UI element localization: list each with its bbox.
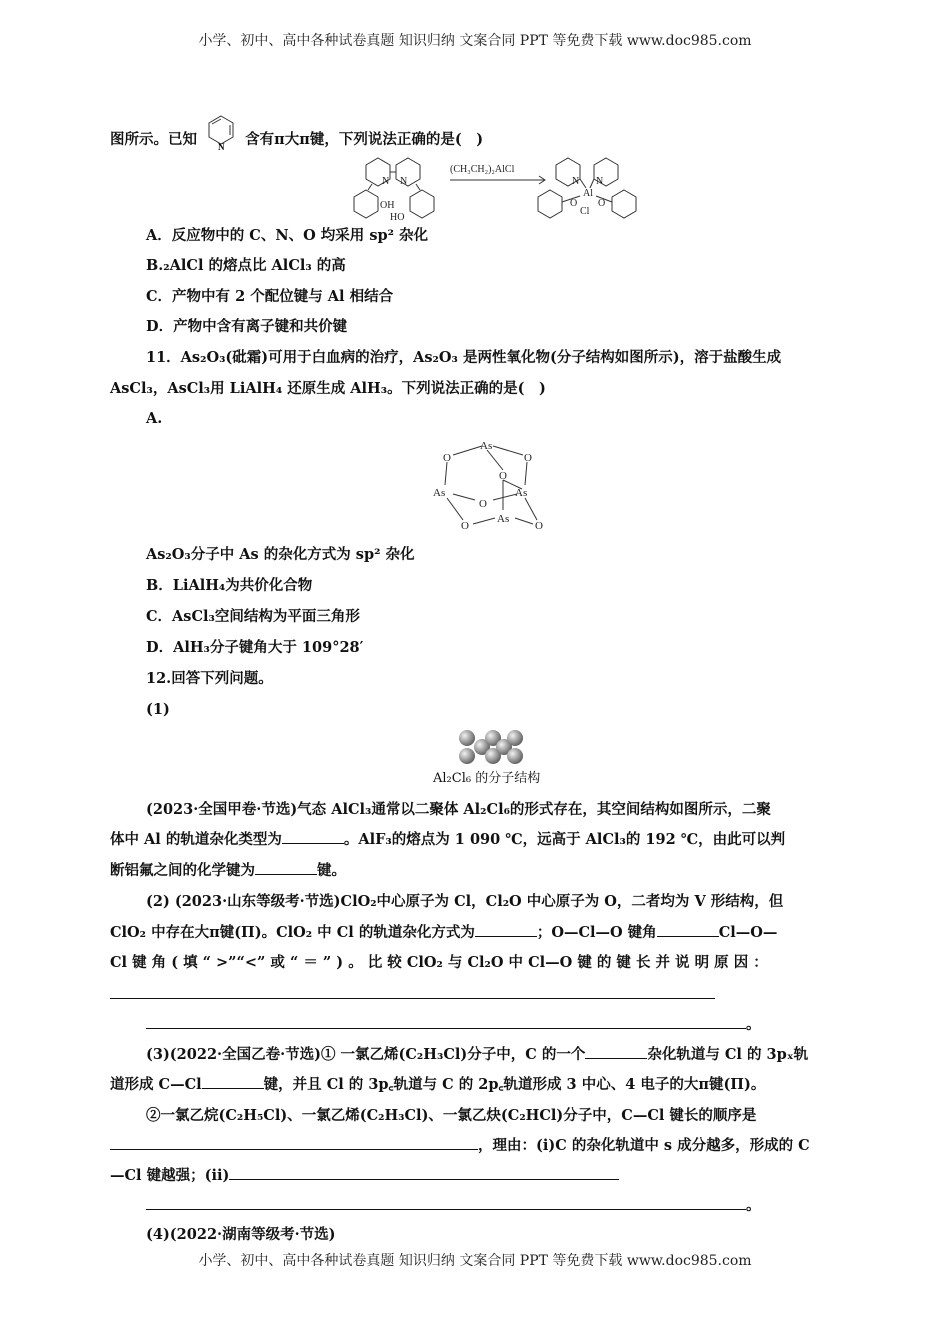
product-n1: N [572, 176, 580, 187]
q11-option-c: C．AsCl₃空间结构为平面三角形 [146, 608, 360, 625]
q12-p3-line3: ②一氯乙烷(C₂H₅Cl)、一氯乙烯(C₂H₃Cl)、一氯乙炔(C₂HCl)分子中，C—Cl 键长的顺序是 [146, 1107, 757, 1124]
reactant-n1: N [382, 176, 390, 187]
q12-p2-line2: ClO₂ 中存在大π键(Π)。ClO₂ 中 Cl 的轨道杂化方式为 ；O—Cl—O 键角 Cl—O— [110, 924, 778, 941]
pyridine-n-label: N [218, 142, 225, 152]
blank-hybridization[interactable] [282, 831, 344, 844]
o-center: O [499, 470, 507, 482]
q10-option-a: A．反应物中的 C、N、O 均采用 sp² 杂化 [146, 227, 429, 244]
reactant-ring-4 [410, 190, 434, 218]
q11-option-d: D．AlH₃分子键角大于 109°28′ [146, 639, 364, 656]
o-left: O [443, 452, 451, 464]
product-o2: O [598, 198, 606, 209]
o-bottom-left: O [461, 520, 469, 532]
product-cl: Cl [580, 206, 590, 217]
blank-c-orbital[interactable] [585, 1046, 647, 1059]
al2cl6-ball-model [455, 728, 527, 768]
q11-option-b: B．LiAlH₄为共价化合物 [146, 577, 313, 594]
as-top: As [480, 440, 493, 452]
product-o1: O [570, 198, 578, 209]
o-bottom-right: O [535, 520, 543, 532]
blank-bond-length-reason-2[interactable] [146, 1016, 746, 1029]
q12-p4: (4)(2022·湖南等级考·节选) [146, 1226, 336, 1243]
al2cl6-caption: Al₂Cl₆ 的分子结构 [433, 771, 541, 786]
as-left: As [433, 487, 446, 499]
product-ring-4 [612, 190, 636, 218]
q12-p1-line1: (2023·全国甲卷·节选)气态 AlCl₃通常以二聚体 Al₂Cl₆的形式存在，其空间结构如图所示，二聚 [146, 801, 771, 818]
q12-p2-line3: Cl 键 角 ( 填 “ >”“<” 或 “ ＝ ” ) 。 比 较 ClO₂ 与 Cl₂O 中 Cl—O 键 的 键 长 并 说 明 原 因 ： [110, 954, 768, 971]
reactant-n2: N [400, 176, 408, 187]
q10-option-b: B.₂AlCl 的熔点比 AlCl₃ 的高 [146, 257, 346, 274]
q10-option-c: C．产物中有 2 个配位键与 Al 相结合 [146, 288, 394, 305]
q11-stem-line2: AsCl₃，AsCl₃用 LiAlH₄ 还原生成 AlH₃。下列说法正确的是( ) [110, 380, 546, 397]
q12-part1-label: (1) [146, 701, 170, 718]
q12-p2-line1: (2) (2023·山东等级考·节选)ClO₂中心原子为 Cl，Cl₂O 中心原子为 O，二者均为 V 形结构，但 [146, 893, 784, 910]
cl-atom-1 [459, 730, 475, 746]
reagent-label: (CH₃CH₂)₂AlCl [450, 164, 515, 175]
q12-p1-line3: 断铝氟之间的化学键为 键。 [110, 862, 346, 879]
blank-bond-length-reason-1[interactable] [110, 986, 715, 999]
pyridine-structure [206, 113, 236, 153]
blank-clo2-hybridization[interactable] [475, 924, 537, 937]
blank-c-cl-bond[interactable] [202, 1076, 264, 1089]
q11-option-a: As₂O₃分子中 As 的杂化方式为 sp² 杂化 [146, 546, 415, 563]
product-n2: N [596, 176, 604, 187]
cl-atom-6 [507, 748, 523, 764]
q12-p1-line2: 体中 Al 的轨道杂化类型为 。AlF₃的熔点为 1 090 ℃，远高于 AlCl₃的 192 ℃，由此可以判 [110, 831, 786, 848]
o-right: O [524, 452, 532, 464]
cl-atom-2 [459, 748, 475, 764]
q12-p2-answer-line1 [110, 986, 715, 1004]
as-right: As [515, 487, 528, 499]
reaction-scheme [340, 150, 660, 220]
q12-p3-line4: ，理由：(i)C 的杂化轨道中 s 成分越多，形成的 C [110, 1137, 810, 1155]
q12-p3-line6: 。 [146, 1197, 761, 1215]
blank-bond-type[interactable] [255, 862, 317, 875]
blank-bond-angle[interactable] [657, 924, 719, 937]
cl-atom-5 [507, 730, 523, 746]
o-mid: O [479, 498, 487, 510]
q10-option-d: D．产物中含有离子键和共价键 [146, 318, 348, 335]
reactant-ho: HO [390, 212, 405, 220]
q11-option-a-label: A. [146, 410, 163, 427]
as-bottom: As [497, 513, 510, 525]
q12-p3-line1: (3)(2022·全国乙卷·节选)① 一氯乙烯(C₂H₃Cl)分子中，C 的一个 杂化轨道与 Cl 的 3pₓ轨 [146, 1046, 809, 1063]
page-footer: 小学、初中、高中各种试卷真题 知识归纳 文案合同 PPT 等免费下载 www.doc985.com [198, 1253, 752, 1269]
q12-p3-line2: 道形成 C—Cl 键，并且 Cl 的 3p꜀轨道与 C 的 2p꜀轨道形成 3 中心、4 电子的大π键(Π)。 [110, 1076, 766, 1093]
reactant-oh: OH [380, 200, 395, 211]
blank-reason-ii-1[interactable] [229, 1167, 619, 1180]
blank-bond-length-order[interactable] [110, 1137, 478, 1150]
product-al: Al [583, 188, 593, 199]
as2o3-structure [425, 432, 555, 537]
q11-stem-line1: 11．As₂O₃(砒霜)可用于白血病的治疗，As₂O₃ 是两性氧化物(分子结构如图所示)，溶于盐酸生成 [146, 349, 782, 366]
q10-intro: 图所示。已知 N 含有π大π键，下列说法正确的是( ) [110, 127, 483, 153]
q12-title: 12.回答下列问题。 [146, 670, 273, 687]
q12-p3-line5: —Cl 键越强；(ii) [110, 1167, 619, 1185]
reactant-ring-3 [354, 190, 378, 218]
page-header: 小学、初中、高中各种试卷真题 知识归纳 文案合同 PPT 等免费下载 www.doc985.com [198, 33, 752, 49]
blank-reason-ii-2[interactable] [146, 1197, 746, 1210]
product-ring-3 [538, 190, 562, 218]
q12-p2-answer-line2: 。 [146, 1016, 761, 1034]
